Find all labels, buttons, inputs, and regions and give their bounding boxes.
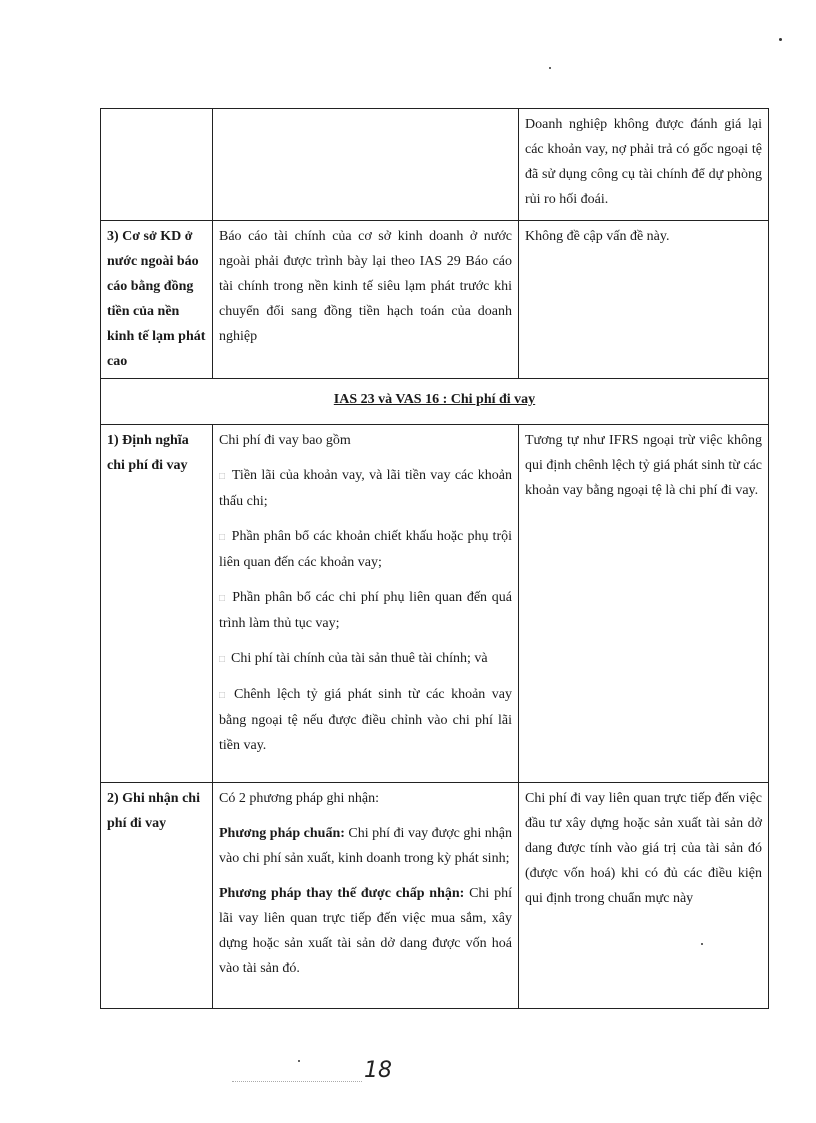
- row2-heading: 3) Cơ sở KD ở nước ngoài báo cáo bằng đồng tiền của nền kinh tế lạm phát cao: [101, 221, 213, 379]
- bullet-icon: □: [219, 690, 228, 701]
- bullet-icon: □: [219, 471, 226, 482]
- row1-col3: Doanh nghiệp không được đánh giá lại các khoản vay, nợ phải trả có gốc ngoại tệ đã sử dụng công cụ tài chính để dự phòng rủi ro hối đoái.: [519, 109, 769, 221]
- list-item: □ Phần phân bổ các khoản chiết khấu hoặc phụ trội liên quan đến các khoản vay;: [219, 529, 512, 570]
- table-row: [101, 221, 769, 379]
- list-item: □ Tiền lãi của khoản vay, và lãi tiền vay các khoản thấu chi;: [219, 468, 512, 509]
- row2-ifrs-text: Báo cáo tài chính của cơ sở kinh doanh ở nước ngoài phải được trình bày lại theo IAS 29 Báo cáo tài chính trong nền kinh tế siêu lạm phát trước khi chuyển đổi sang đồng tiền hạch toán của doanh nghiệp: [213, 221, 519, 379]
- bullet-icon: □: [219, 654, 226, 665]
- method-standard-title: Phương pháp chuẩn:: [219, 826, 345, 841]
- table-row: [101, 783, 769, 1009]
- row1-col1: [101, 109, 213, 221]
- bullet-icon: □: [219, 593, 227, 604]
- bullet-icon: □: [219, 532, 226, 543]
- row4-ifrs-cell: [213, 783, 519, 1009]
- row3-vas-text: Tương tự như IFRS ngoại trừ việc không qui định chênh lệch tỷ giá phát sinh từ các khoản vay bằng ngoại tệ là chi phí đi vay.: [519, 425, 769, 783]
- comparison-table: [100, 108, 769, 1009]
- row1-col2: [213, 109, 519, 221]
- table-row: [101, 425, 769, 783]
- row4-intro: Có 2 phương pháp ghi nhận:: [219, 791, 380, 806]
- method-alternative-title: Phương pháp thay thế được chấp nhận:: [219, 886, 465, 901]
- method-standard: [219, 821, 512, 871]
- scan-speck: [298, 1060, 300, 1062]
- row4-heading: 2) Ghi nhận chi phí đi vay: [101, 783, 213, 1009]
- list-item: □ Chi phí tài chính của tài sản thuê tài chính; và: [219, 651, 488, 666]
- page-number: 18: [364, 1058, 392, 1083]
- row3-ifrs-cell: [213, 425, 519, 783]
- list-item: □ Phần phân bổ các chi phí phụ liên quan đến quá trình làm thủ tục vay;: [219, 590, 512, 631]
- scan-speck: [701, 943, 703, 945]
- scan-speck: [549, 67, 551, 69]
- table-row: [101, 109, 769, 221]
- section-row: [101, 379, 769, 425]
- list-item: □ Chênh lệch tỷ giá phát sinh từ các khoản vay bằng ngoại tệ nếu được điều chỉnh vào chi phí lãi tiền vay.: [219, 687, 512, 753]
- row4-vas-text: Chi phí đi vay liên quan trực tiếp đến việc đầu tư xây dựng hoặc sản xuất tài sản dở dang được tính vào giá trị của tài sản đó (được vốn hoá) khi có đủ các điều kiện qui định trong chuẩn mực này: [519, 783, 769, 1009]
- row3-heading: 1) Định nghĩa chi phí đi vay: [101, 425, 213, 783]
- row2-vas-text: Không đề cập vấn đề này.: [519, 221, 769, 379]
- scan-speck: [779, 38, 782, 41]
- row3-intro: Chi phí đi vay bao gồm: [219, 433, 351, 448]
- method-standard-text: Chi phí đi vay được ghi nhận vào chi phí sản xuất, kinh doanh trong kỳ phát sinh;: [219, 826, 513, 866]
- footer-dotted-line: [232, 1081, 362, 1082]
- section-title: IAS 23 và VAS 16 : Chi phí đi vay: [101, 379, 769, 425]
- method-alternative: [219, 881, 512, 981]
- method-alternative-text: Chi phí lãi vay liên quan trực tiếp đến việc mua sắm, xây dựng hoặc sản xuất tài sản dở dang được vốn hoá vào tài sản đó.: [219, 886, 512, 976]
